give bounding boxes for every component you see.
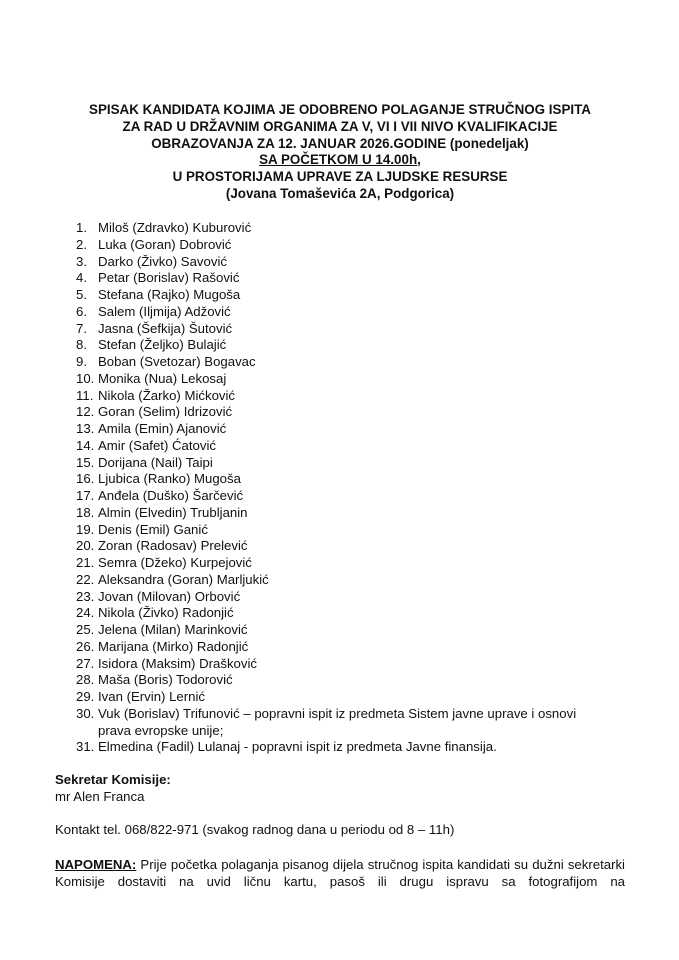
candidate-name: Salem (Iljmija) Adžović [98,303,231,319]
candidate-name: Darko (Živko) Savović [98,253,227,269]
candidate-name: Jelena (Milan) Marinković [98,622,248,637]
list-item [76,656,636,673]
secretary-title: Sekretar Komisije: [55,772,171,787]
candidate-name: Amir (Safet) Ćatović [98,437,216,453]
item-number: 2. [76,236,87,252]
header-line: OBRAZOVANJA ZA 12. JANUAR 2026.GODINE (ponedeljak) [151,135,529,151]
candidate-name: Ivan (Ervin) Lernić [98,689,206,704]
candidate-name: Denis (Emil) Ganić [98,521,208,537]
item-number: 7. [76,320,87,336]
candidate-name: Almin (Elvedin) Trubljanin [98,504,248,520]
item-number: 14. [76,437,95,453]
list-item [76,455,636,472]
list-item [76,538,636,555]
item-number: 21. [76,555,95,570]
candidate-name: Zoran (Radosav) Prelević [98,538,248,554]
list-item [76,421,636,438]
candidate-name: Ljubica (Ranko) Mugoša [98,471,241,487]
candidate-name: Nikola (Žarko) Mićković [98,387,236,403]
item-number: 26. [76,638,95,654]
item-number: 13. [76,421,95,436]
note-label: NAPOMENA: [55,857,137,872]
candidate-name: Luka (Goran) Dobrović [98,236,232,252]
item-number: 11. [76,387,94,403]
secretary-block [55,771,171,805]
note-paragraph [55,856,625,890]
list-item [76,639,636,656]
list-item [76,589,636,606]
list-item [76,605,636,622]
item-number: 23. [76,588,95,604]
note-text: Prije početka polaganja pisanog dijela stručnog ispita kandidati su dužni sekretarki Komisije dostaviti na uvid ličnu kartu, pasoš ili drugu ispravu sa fotografijom na [55,857,625,889]
candidate-name: Aleksandra (Goran) Marljukić [98,571,269,587]
item-number: 31. [76,739,95,755]
item-number: 30. [76,705,95,721]
item-number: 28. [76,672,95,688]
list-item [76,270,636,287]
candidate-name: Boban (Svetozar) Bogavac [98,354,256,369]
candidate-name: Maša (Boris) Todorović [98,672,233,688]
item-number: 8. [76,337,87,353]
list-item [76,304,636,321]
list-item [76,388,636,405]
candidate-name: Stefana (Rajko) Mugoša [98,287,241,302]
candidate-name: Amila (Emin) Ajanović [98,421,227,436]
item-number: 3. [76,253,87,269]
secretary-name: mr Alen Franca [55,789,145,804]
list-item [76,622,636,639]
list-item [76,371,636,388]
list-item [76,337,636,354]
item-number: 29. [76,689,95,704]
candidate-name: Elmedina (Fadil) Lulanaj - popravni ispit iz predmeta Javne finansija. [98,739,497,755]
list-item [76,237,636,254]
item-number: 27. [76,655,95,671]
list-item [76,706,636,740]
item-number: 10. [76,370,95,386]
list-item [76,471,636,488]
contact-line: Kontakt tel. 068/822-971 (svakog radnog dana u periodu od 8 – 11h) [55,822,455,837]
list-item [76,321,636,338]
item-number: 1. [76,220,87,235]
item-number: 12. [76,404,95,420]
list-item [76,672,636,689]
item-number: 22. [76,571,95,587]
candidate-list [76,220,636,756]
header-address: (Jovana Tomaševića 2A, Podgorica) [225,185,455,201]
document-header [40,102,640,203]
header-location: U PROSTORIJAMA UPRAVE ZA LJUDSKE RESURSE [172,169,508,185]
candidate-name: Nikola (Živko) Radonjić [98,605,234,621]
candidate-name: Stefan (Željko) Bulajić [98,337,227,353]
list-item [76,505,636,522]
header-line: SPISAK KANDIDATA KOJIMA JE ODOBRENO POLAGANJE STRUČNOG ISPITA [89,102,591,117]
candidate-name: Anđela (Duško) Šarčević [98,488,244,503]
item-number: 15. [76,454,95,470]
candidate-name: Miloš (Zdravko) Kuburović [98,220,252,235]
list-item [76,404,636,421]
item-number: 6. [76,303,87,319]
list-item [76,438,636,455]
item-number: 9. [76,354,87,369]
candidate-name: Jovan (Milovan) Orbović [98,588,241,604]
item-number: 4. [76,270,87,286]
candidate-name: Marijana (Mirko) Radonjić [98,638,249,654]
list-item [76,220,636,237]
list-item [76,522,636,539]
candidate-name: Petar (Borislav) Rašović [98,270,240,286]
header-start-time: SA POČETKOM U 14.00h, [259,152,421,168]
item-number: 5. [76,287,87,302]
candidate-name: Semra (Džeko) Kurpejović [98,555,252,570]
list-item [76,287,636,304]
list-item [76,689,636,706]
list-item [76,555,636,572]
header-line: ZA RAD U DRŽAVNIM ORGANIMA ZA V, VI I VII NIVO KVALIFIKACIJE [122,118,558,134]
item-number: 20. [76,538,95,554]
candidate-name: Vuk (Borislav) Trifunović – popravni ispit iz predmeta Sistem javne uprave i osnovi prava evropske unije; [98,705,577,738]
candidate-name: Goran (Selim) Idrizović [98,404,233,420]
list-item [76,254,636,271]
candidate-name: Dorijana (Nail) Taipi [98,454,213,470]
list-item [76,739,636,756]
item-number: 19. [76,521,95,537]
item-number: 17. [76,488,95,503]
list-item [76,572,636,589]
item-number: 16. [76,471,95,487]
list-item [76,488,636,505]
candidate-name: Isidora (Maksim) Drašković [98,655,258,671]
candidate-name: Jasna (Šefkija) Šutović [98,320,233,336]
list-item [76,354,636,371]
item-number: 25. [76,622,95,637]
candidate-name: Monika (Nua) Lekosaj [98,370,227,386]
item-number: 24. [76,605,95,621]
item-number: 18. [76,504,95,520]
